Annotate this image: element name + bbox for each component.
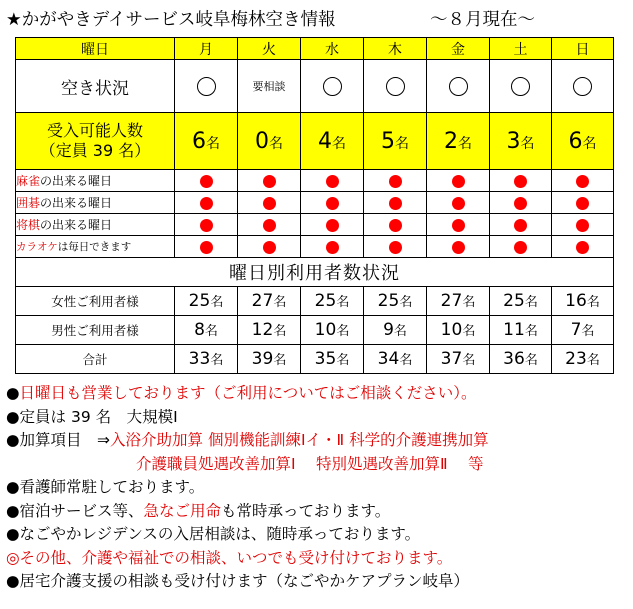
- activity-desc: の出来る曜日: [40, 174, 113, 188]
- activity-cell: [301, 170, 364, 192]
- capacity-unit: 名: [269, 135, 283, 152]
- female-row: [16, 287, 614, 316]
- capacity-tue: [238, 113, 301, 170]
- capacity-label: [16, 113, 175, 170]
- count-unit: 名: [210, 295, 224, 310]
- activity-row-karaoke: [16, 236, 614, 258]
- activity-cell: [427, 192, 490, 214]
- count-unit: 名: [399, 295, 413, 310]
- count: 7: [570, 320, 582, 340]
- activity-cell: [364, 214, 427, 236]
- note-sunday: [6, 382, 630, 406]
- count: 25: [314, 291, 337, 311]
- red-dot-icon: [389, 219, 402, 232]
- total-label: 合計: [16, 345, 175, 374]
- red-dot-icon: [263, 219, 276, 232]
- activity-label: [16, 170, 175, 192]
- count: 37: [440, 349, 463, 369]
- note-overnight-b: も常時承っております。: [221, 501, 391, 520]
- count: 23: [565, 349, 587, 369]
- note-residence: ●なごやかレジデンスの入居相談は、随時承っております。: [6, 525, 421, 543]
- red-dot-icon: [326, 241, 339, 254]
- male-row: [16, 316, 614, 345]
- count: 25: [503, 291, 525, 311]
- red-dot-icon: [514, 241, 527, 254]
- capacity-sat: [490, 113, 552, 170]
- total-cell: [552, 345, 614, 374]
- status-fri: [427, 60, 490, 113]
- female-label: 女性ご利用者様: [16, 287, 175, 316]
- capacity-value: 0: [255, 128, 269, 154]
- red-dot-icon: [326, 197, 339, 210]
- note-overnight-a: ●宿泊サービス等、: [6, 501, 144, 520]
- female-cell: [490, 287, 552, 316]
- capacity-unit: 名: [582, 135, 597, 152]
- count: 11: [503, 320, 525, 340]
- red-dot-icon: [200, 197, 213, 210]
- count-unit: 名: [581, 324, 595, 339]
- activity-cell: [175, 236, 238, 258]
- activity-cell: [490, 214, 552, 236]
- note-overnight-red: 急なご用命: [143, 501, 222, 520]
- available-circle-icon: [323, 77, 342, 96]
- capacity-unit: 名: [520, 135, 535, 152]
- capacity-value: 3: [506, 128, 521, 154]
- status-sun: [552, 60, 614, 113]
- capacity-label-line1: 受入可能人数: [46, 121, 143, 140]
- activity-row-shogi: [16, 214, 614, 236]
- day-mon: 月: [175, 38, 238, 60]
- note-additions-items-2: 介護職員処遇改善加算Ⅰ 特別処遇改善加算Ⅱ 等: [136, 454, 484, 473]
- count: 39: [251, 349, 274, 369]
- capacity-value: 2: [444, 128, 458, 154]
- note-care-plan: ●居宅介護支援の相談も受け付けます（なごやかケアプラン岐阜）: [6, 572, 470, 590]
- count-unit: 名: [204, 324, 218, 339]
- male-cell: [175, 316, 238, 345]
- section-title-row: [16, 258, 614, 287]
- male-cell: [238, 316, 301, 345]
- red-dot-icon: [576, 175, 589, 188]
- activity-cell: [490, 192, 552, 214]
- count-unit: 名: [399, 353, 413, 368]
- capacity-unit: 名: [332, 135, 346, 152]
- activity-name: 麻雀: [16, 174, 41, 188]
- note-overnight: [6, 500, 630, 524]
- count: 27: [251, 291, 274, 311]
- total-cell: [175, 345, 238, 374]
- activity-label: [16, 236, 175, 258]
- female-cell: [301, 287, 364, 316]
- male-cell: [490, 316, 552, 345]
- total-cell: [238, 345, 301, 374]
- activity-cell: [490, 236, 552, 258]
- title-date: ～８月現在～: [430, 10, 535, 30]
- activity-cell: [427, 214, 490, 236]
- red-dot-icon: [200, 219, 213, 232]
- available-circle-icon: [449, 77, 468, 96]
- count-unit: 名: [273, 353, 287, 368]
- activity-cell: [364, 192, 427, 214]
- activity-cell: [238, 170, 301, 192]
- count: 9: [383, 320, 394, 340]
- activity-name: カラオケ: [16, 241, 58, 253]
- capacity-value: 6: [568, 128, 583, 154]
- count-unit: 名: [524, 324, 538, 339]
- day-tue: 火: [238, 38, 301, 60]
- activity-cell: [238, 214, 301, 236]
- note-additions: [6, 429, 630, 453]
- count: 12: [251, 320, 274, 340]
- status-mon: [175, 60, 238, 113]
- note-capacity: ●定員は 39 名 大規模Ⅰ: [6, 407, 178, 426]
- count: 10: [440, 320, 463, 340]
- day-fri: 金: [427, 38, 490, 60]
- status-thu: [364, 60, 427, 113]
- activity-cell: [238, 236, 301, 258]
- activity-cell: [552, 214, 614, 236]
- female-cell: [364, 287, 427, 316]
- status-row: [16, 60, 614, 113]
- activity-cell: [552, 170, 614, 192]
- activity-cell: [301, 236, 364, 258]
- day-sat: 土: [490, 38, 552, 60]
- capacity-unit: 名: [458, 135, 472, 152]
- total-cell: [490, 345, 552, 374]
- count: 25: [188, 291, 211, 311]
- activity-row-mahjong: [16, 170, 614, 192]
- note-nurse: ●看護師常駐しております。: [6, 478, 205, 496]
- count: 16: [565, 291, 587, 311]
- day-wed: 水: [301, 38, 364, 60]
- title-text: ★かがやきデイサービス岐阜梅林空き情報: [6, 10, 336, 30]
- capacity-value: 5: [381, 128, 395, 154]
- red-dot-icon: [452, 241, 465, 254]
- red-dot-icon: [326, 219, 339, 232]
- count-unit: 名: [336, 324, 350, 339]
- status-wed: [301, 60, 364, 113]
- activity-cell: [364, 236, 427, 258]
- count: 33: [188, 349, 211, 369]
- count: 36: [503, 349, 525, 369]
- count-unit: 名: [524, 295, 538, 310]
- activity-cell: [427, 236, 490, 258]
- red-dot-icon: [326, 175, 339, 188]
- header-label: 曜日: [16, 38, 175, 60]
- red-dot-icon: [263, 175, 276, 188]
- note-additions-cont: [6, 453, 630, 477]
- activity-desc: は毎日できます: [57, 241, 132, 253]
- activity-cell: [175, 214, 238, 236]
- activity-desc: の出来る曜日: [40, 218, 113, 232]
- count-unit: 名: [462, 295, 476, 310]
- male-label: 男性ご利用者様: [16, 316, 175, 345]
- count-unit: 名: [524, 353, 538, 368]
- red-dot-icon: [263, 241, 276, 254]
- note-bullet: ●: [6, 384, 20, 402]
- header-row: [16, 38, 614, 60]
- red-dot-icon: [576, 219, 589, 232]
- red-dot-icon: [452, 197, 465, 210]
- red-dot-icon: [514, 175, 527, 188]
- available-circle-icon: [197, 77, 216, 96]
- activity-label: [16, 214, 175, 236]
- activity-cell: [238, 192, 301, 214]
- red-dot-icon: [576, 241, 589, 254]
- activity-cell: [364, 170, 427, 192]
- female-cell: [175, 287, 238, 316]
- red-dot-icon: [263, 197, 276, 210]
- count: 27: [440, 291, 463, 311]
- capacity-value: 6: [192, 128, 206, 154]
- red-dot-icon: [389, 241, 402, 254]
- red-dot-icon: [514, 219, 527, 232]
- activity-cell: [175, 170, 238, 192]
- total-cell: [301, 345, 364, 374]
- status-sat: [490, 60, 552, 113]
- count: 34: [377, 349, 400, 369]
- status-label: 空き状況: [16, 60, 175, 113]
- count-unit: 名: [586, 353, 600, 368]
- total-row: [16, 345, 614, 374]
- count: 25: [377, 291, 400, 311]
- red-dot-icon: [389, 197, 402, 210]
- section-title: 曜日別利用者数状況: [16, 258, 614, 287]
- note-sunday-text: 日曜日も営業しております（ご利用についてはご相談ください）。: [19, 384, 477, 402]
- count-unit: 名: [336, 295, 350, 310]
- activity-row-go: [16, 192, 614, 214]
- red-dot-icon: [452, 175, 465, 188]
- count-unit: 名: [273, 295, 287, 310]
- count-unit: 名: [393, 324, 407, 339]
- day-sun: 日: [552, 38, 614, 60]
- activity-cell: [552, 236, 614, 258]
- status-tue: 要相談: [238, 60, 301, 113]
- availability-table: [15, 37, 614, 374]
- capacity-label-line2: （定員 39 名）: [39, 141, 151, 160]
- count: 8: [194, 320, 205, 340]
- red-dot-icon: [200, 175, 213, 188]
- activity-label: [16, 192, 175, 214]
- male-cell: [301, 316, 364, 345]
- available-circle-icon: [511, 77, 530, 96]
- count: 35: [314, 349, 337, 369]
- notes-list: [6, 382, 630, 594]
- count-unit: 名: [210, 353, 224, 368]
- capacity-fri: [427, 113, 490, 170]
- day-thu: 木: [364, 38, 427, 60]
- count-unit: 名: [462, 324, 476, 339]
- count: 10: [314, 320, 337, 340]
- capacity-unit: 名: [206, 135, 220, 152]
- red-dot-icon: [200, 241, 213, 254]
- note-additions-items: 入浴介助加算 個別機能訓練Ⅰイ・Ⅱ 科学的介護連携加算: [110, 431, 489, 449]
- page-title: [6, 6, 626, 34]
- capacity-thu: [364, 113, 427, 170]
- activity-cell: [175, 192, 238, 214]
- male-cell: [364, 316, 427, 345]
- capacity-sun: [552, 113, 614, 170]
- activity-cell: [552, 192, 614, 214]
- total-cell: [364, 345, 427, 374]
- note-consultation: ◎その他、介護や福祉での相談、いつでも受け付けております。: [6, 548, 453, 567]
- activity-cell: [301, 192, 364, 214]
- red-dot-icon: [389, 175, 402, 188]
- note-additions-label: ●加算項目 ⇒: [6, 431, 111, 449]
- activity-desc: の出来る曜日: [40, 196, 113, 210]
- female-cell: [552, 287, 614, 316]
- capacity-unit: 名: [395, 135, 409, 152]
- activity-name: 囲碁: [16, 196, 41, 210]
- capacity-value: 4: [318, 128, 332, 154]
- male-cell: [427, 316, 490, 345]
- female-cell: [238, 287, 301, 316]
- total-cell: [427, 345, 490, 374]
- male-cell: [552, 316, 614, 345]
- available-circle-icon: [573, 77, 592, 96]
- count-unit: 名: [462, 353, 476, 368]
- count-unit: 名: [586, 295, 600, 310]
- capacity-row: [16, 113, 614, 170]
- capacity-mon: [175, 113, 238, 170]
- capacity-wed: [301, 113, 364, 170]
- activity-cell: [301, 214, 364, 236]
- red-dot-icon: [514, 197, 527, 210]
- red-dot-icon: [576, 197, 589, 210]
- female-cell: [427, 287, 490, 316]
- activity-cell: [490, 170, 552, 192]
- red-dot-icon: [452, 219, 465, 232]
- activity-name: 将棋: [16, 218, 41, 232]
- available-circle-icon: [386, 77, 405, 96]
- activity-cell: [427, 170, 490, 192]
- count-unit: 名: [336, 353, 350, 368]
- count-unit: 名: [273, 324, 287, 339]
